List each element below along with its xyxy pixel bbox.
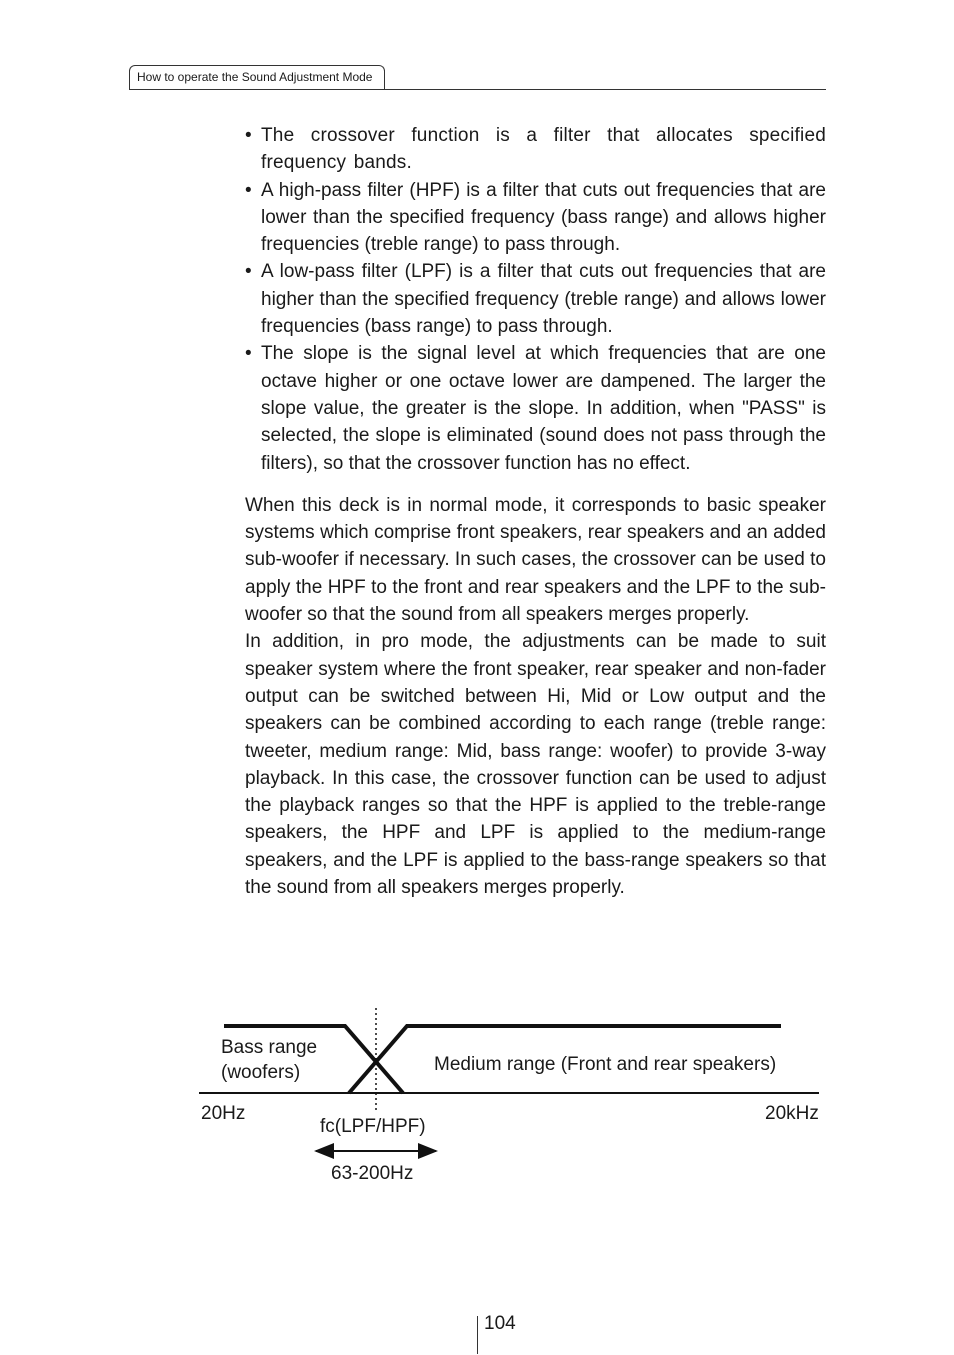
bass-range-label bbox=[221, 1035, 317, 1085]
page-number-rule bbox=[477, 1316, 478, 1354]
axis-min-label: 20Hz bbox=[201, 1103, 246, 1124]
body-paragraphs bbox=[245, 492, 826, 901]
bullet-item: • The crossover function is a filter that allocates specified frequency bands. bbox=[245, 122, 826, 177]
bass-range-label-line2: (woofers) bbox=[221, 1062, 301, 1083]
section-header-tab bbox=[129, 65, 385, 89]
paragraph-pro-mode: In addition, in pro mode, the adjustments can be made to suit speaker system where the front speaker, rear speaker and non-fader output can be switched between Hi, Mid or Low output and the speakers can be combined according to each range (treble range: tweeter, medium range: Mid, bass range: woofer) to provide 3-way playback. In this case, the crossover function can be used to adjust the playback ranges so that the HPF is applied to the treble-range speakers, the HPF and LPF is applied to the medium-range speakers, and the LPF is applied to the bass-range speakers so that the sound from all speakers merges properly. bbox=[245, 631, 826, 899]
main-content bbox=[245, 122, 826, 901]
bullet-item: • The slope is the signal level at which frequencies that are one octave higher or one octave lower are dampened. The larger the slope value, the greater is the slope. In addition, when "PASS" is selected, the slope is eliminated (sound does not pass through the filters), so that the crossover function has no effect. bbox=[245, 340, 826, 476]
header-rule bbox=[129, 89, 826, 90]
bullet-item: • A high-pass filter (HPF) is a filter that cuts out frequencies that are lower than the specified frequency (bass range) and allows higher frequencies (treble range) to pass through. bbox=[245, 177, 826, 259]
crossover-frequency-label: fc(LPF/HPF) bbox=[320, 1116, 426, 1137]
section-title: How to operate the Sound Adjustment Mode bbox=[137, 70, 373, 84]
bullet-item: • A low-pass filter (LPF) is a filter that cuts out frequencies that are higher than the specified frequency (treble range) and allows lower frequencies (bass range) to pass through. bbox=[245, 258, 826, 340]
axis-max-label: 20kHz bbox=[765, 1103, 819, 1124]
page-number: 104 bbox=[484, 1313, 516, 1334]
medium-range-label: Medium range (Front and rear speakers) bbox=[434, 1054, 777, 1075]
paragraph-normal-mode: When this deck is in normal mode, it corresponds to basic speaker systems which comprise front speakers, rear speakers and an added sub-woofer if necessary. In such cases, the crossover can be used to apply the HPF to the front and rear speakers and the LPF to the sub-woofer so that the sound from all speakers merges properly. bbox=[245, 494, 826, 626]
crossover-range-label: 63-200Hz bbox=[331, 1163, 414, 1184]
bullet-list bbox=[245, 122, 826, 477]
bass-range-label-line1: Bass range bbox=[221, 1037, 318, 1058]
crossover-diagram-graphic bbox=[190, 1000, 840, 1200]
crossover-diagram bbox=[190, 1000, 840, 1200]
